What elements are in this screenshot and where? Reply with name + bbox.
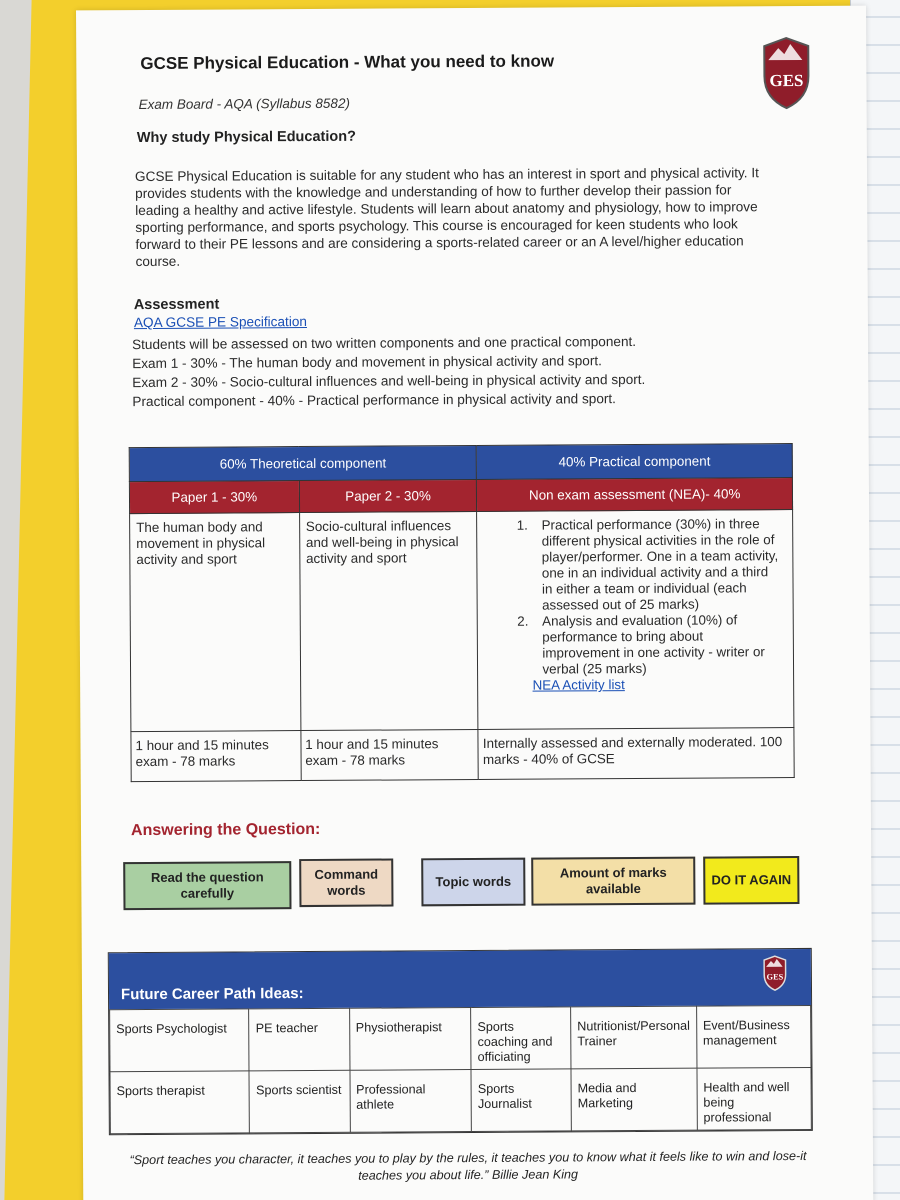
tip-label: Topic words [435, 873, 512, 890]
career-row [110, 1005, 811, 1071]
paper2-header: Paper 2 - 30% [299, 479, 477, 512]
career-section [108, 948, 813, 1135]
tip-label: Amount of marks available [559, 864, 667, 897]
assessment-lines [132, 331, 752, 411]
paper1-body: The human body and movement in physical activity and sport [130, 513, 301, 732]
assessment-line: Exam 2 - 30% - Socio-cultural influences and well-being in physical activity and sport. [132, 371, 646, 391]
tip-label: Command words [314, 866, 379, 898]
career-header [109, 949, 811, 1009]
tip-box-marks [531, 857, 695, 906]
tip-box-command [299, 858, 393, 907]
career-cell: Event/Business management [696, 1005, 811, 1068]
paper1-header: Paper 1 - 30% [129, 481, 299, 514]
page-title: GCSE Physical Education - What you need to know [140, 51, 555, 74]
career-cell: Sports scientist [249, 1070, 349, 1133]
tip-label: DO IT AGAIN [711, 872, 792, 888]
tip-label: Read the question carefully [150, 869, 264, 901]
assessment-line: Practical component - 40% - Practical performance in physical activity and sport. [132, 391, 616, 410]
ges-shield-logo [758, 36, 814, 110]
nea-foot: Internally assessed and externally moderated. 100 marks - 40% of GCSE [478, 728, 794, 780]
career-table [109, 1005, 812, 1134]
tip-box-read [123, 861, 291, 910]
nea-activity-link[interactable]: NEA Activity list [532, 677, 625, 693]
tip-box-again [703, 856, 799, 905]
career-cell: Sports Psychologist [110, 1009, 250, 1072]
theory-header: 60% Theoretical component [129, 445, 477, 481]
nea-item: 2. Analysis and evaluation (10%) of performance to bring about improvement in one activity - writer or verbal (25 marks) [532, 612, 781, 678]
career-cell: PE teacher [249, 1008, 349, 1071]
mini-logo-text: GES [766, 972, 784, 982]
career-cell: Nutritionist/Personal Trainer [571, 1006, 697, 1069]
paper2-body: Socio-cultural influences and well-being in physical activity and sport [299, 511, 478, 730]
why-heading: Why study Physical Education? [136, 128, 356, 147]
components-table [129, 443, 795, 782]
answering-heading: Answering the Question: [130, 820, 321, 840]
nea-body [477, 510, 794, 730]
spec-link[interactable]: AQA GCSE PE Specification [133, 314, 307, 331]
why-body: GCSE Physical Education is suitable for any student who has an interest in sport and physical activity. It provides students with the knowledge and understanding of how to further develop their passion for leading a healthy and active lifestyle. Students will learn about anatomy and physiology, how to improve sporting performance, and sports psychology. This course is encouraged for keen students who look forward to their PE lessons and are considering a sports-related career or an A level/higher education course. [134, 165, 759, 270]
paper2-foot: 1 hour and 15 minutes exam - 78 marks [301, 729, 479, 780]
info-sheet [76, 6, 873, 1200]
career-cell: Health and well being professional [697, 1067, 812, 1130]
career-cell: Sports therapist [110, 1071, 250, 1134]
ges-mini-logo [761, 955, 789, 991]
paper1-foot: 1 hour and 15 minutes exam - 78 marks [131, 731, 301, 782]
career-cell: Sports coaching and officiating [471, 1007, 571, 1070]
nea-list [484, 516, 782, 678]
exam-board: Exam Board - AQA (Syllabus 8582) [138, 95, 350, 113]
quote: “Sport teaches you character, it teaches you to play by the rules, it teaches you to know what it feels like to win and lose-it teaches you about life.” Billie Jean King [129, 1148, 807, 1183]
career-cell: Media and Marketing [571, 1068, 697, 1131]
assessment-line: Students will be assessed on two written components and one practical component. [132, 333, 637, 353]
nea-item: 1. Practical performance (30%) in three different physical activities in the role of player/performer. One in a team activity, one in an individual activity and a third in either a team or individual (each assessed out of 25 marks) [532, 516, 781, 614]
assessment-heading: Assessment [133, 296, 220, 314]
career-cell: Sports Journalist [471, 1069, 571, 1132]
career-heading: Future Career Path Ideas: [120, 985, 304, 1004]
nea-header: Non exam assessment (NEA)- 40% [477, 478, 793, 512]
career-row [110, 1067, 811, 1133]
logo-text: GES [769, 70, 804, 91]
assessment-line: Exam 1 - 30% - The human body and movement in physical activity and sport. [132, 353, 602, 372]
career-cell: Physiotherapist [349, 1008, 471, 1071]
tip-box-topic [421, 858, 525, 907]
practical-header: 40% Practical component [477, 444, 793, 480]
career-cell: Professional athlete [350, 1070, 472, 1133]
